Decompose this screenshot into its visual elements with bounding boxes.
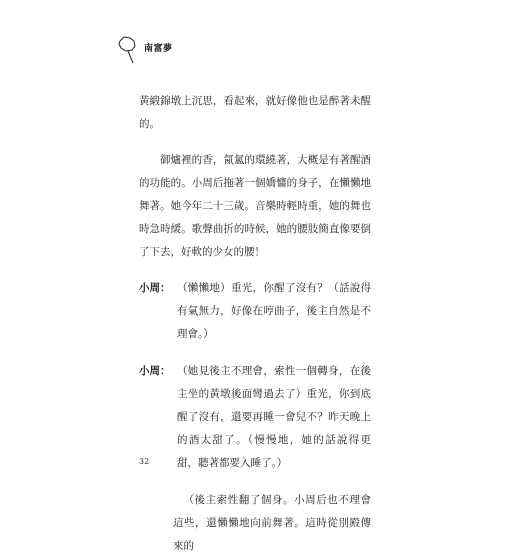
lollipop-icon [116,35,138,65]
dialogue-line [139,360,371,475]
dialogue-line [139,277,371,346]
speech-text: （懶懶地）重光，你醒了沒有？（話說得有氣無力，好像在哼曲子，後主自然是不理會。） [177,282,371,340]
speaker-label: 小周： [139,365,171,377]
page-number: 32 [139,457,150,466]
paragraph: 御爐裡的香，氤氳的環繞著，大概是有著醒酒的功能的。小周后拖著一個嬌慵的身子，在懶懶地舞著。她今年二十三歲。音樂時輕時重，她的舞也時急時緩。歌聲曲折的時候，她的腰肢簡直像要倒了下去，好軟的少女的腰！ [139,154,371,258]
page-body [139,90,371,558]
speech-text: （她見後主不理會，索性一個轉身，在後主坐的黃墩後面彎過去了）重光，你到底醒了沒有，還要再睡一會兒不？昨天晚上的酒太甜了。（慢慢地，她的話說得更甜，聽著都要入睡了。） [177,365,371,469]
speaker-label: 小周： [139,282,171,294]
stage-direction: （後主索性翻了個身。小周后也不理會這些，還懶懶地向前舞著。這時從別殿傳來的 [173,494,371,552]
header-title: 南富夢 [144,43,173,54]
paragraph: 黃緞錦墩上沉思，看起來，就好像他也是醉著未醒的。 [139,95,371,130]
running-header [116,30,173,70]
